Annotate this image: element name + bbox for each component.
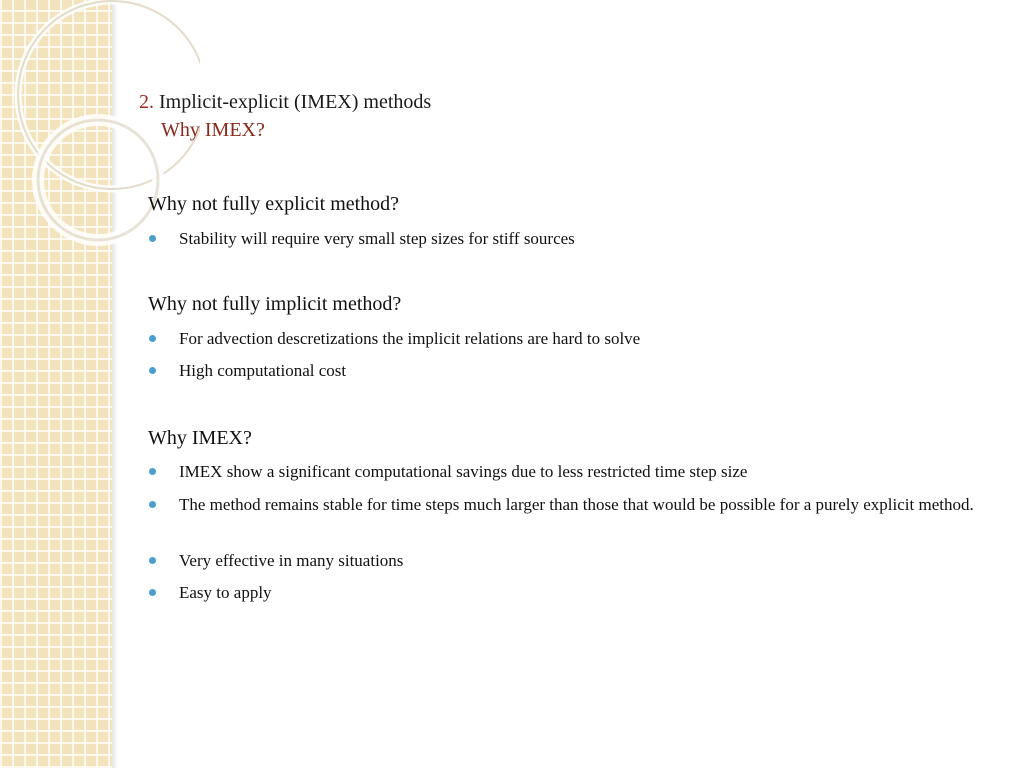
slide-title-number: 2. [139,91,154,113]
bullet-text: The method remains stable for time steps much larger than those that would be possible for a purely explicit method. [179,495,974,514]
bullet-text: Stability will require very small step sizes for stiff sources [179,229,575,248]
bullet-item [148,359,988,382]
bullet-item [148,549,988,572]
bullet-item [148,227,988,250]
bullet-item [148,460,988,483]
bullet-dot-icon [149,501,156,508]
section-heading: Why IMEX? [148,427,252,449]
bullet-dot-icon [149,557,156,564]
section-heading: Why not fully implicit method? [148,293,402,315]
slide-subtitle: Why IMEX? [161,119,265,141]
section-heading: Why not fully explicit method? [148,193,400,215]
bullet-dot-icon [149,468,156,475]
bullet-text: IMEX show a significant computational savings due to less restricted time step size [179,462,748,481]
slide-title [139,89,431,115]
bullet-dot-icon [149,235,156,242]
bullet-item [148,581,988,604]
bullet-text: Easy to apply [179,583,272,602]
bullet-text: Very effective in many situations [179,551,404,570]
bullet-dot-icon [149,589,156,596]
bullet-dot-icon [149,335,156,342]
bullet-item [148,327,988,350]
bullet-text: High computational cost [179,361,347,380]
bullet-dot-icon [149,367,156,374]
bullet-item [148,493,988,516]
slide-title-text: Implicit-explicit (IMEX) methods [159,91,432,113]
bullet-text: For advection descretizations the implicit relations are hard to solve [179,329,641,348]
